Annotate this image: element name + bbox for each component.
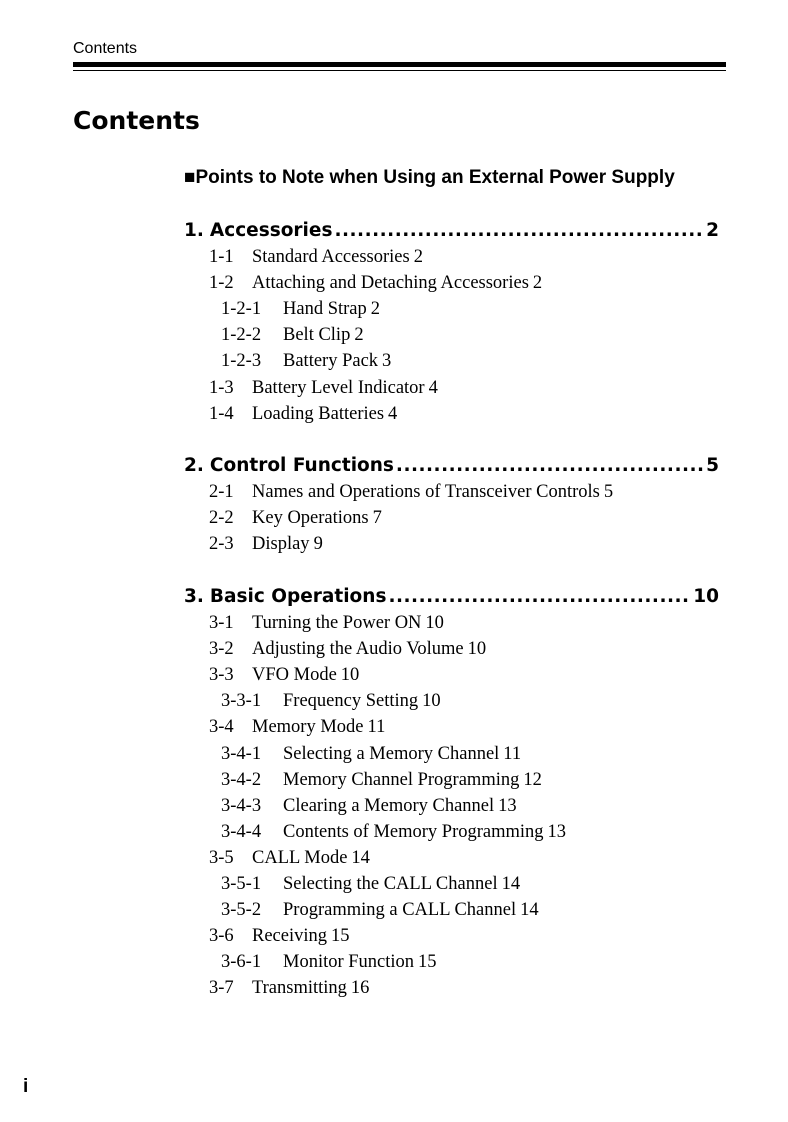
note-heading: ■Points to Note when Using an External Power Supply — [184, 167, 675, 188]
toc-entry-page: 9 — [313, 534, 323, 555]
toc-entry-number: 1-3 — [209, 377, 234, 398]
toc-section-number: 1. — [184, 220, 204, 241]
toc-entry-page: 5 — [603, 482, 614, 502]
toc-entry-number: 3-5-2 — [221, 900, 262, 921]
toc-entry-title: Frequency Setting — [283, 691, 419, 712]
toc-entry-title: Memory Mode — [252, 717, 364, 738]
toc-entry-number: 2-2 — [209, 508, 234, 529]
toc-entry-page: 14 — [351, 847, 370, 868]
running-header: Contents — [73, 40, 138, 57]
toc-entry-number: 1-2-3 — [221, 351, 262, 372]
toc-entry-number: 2-3 — [209, 534, 234, 555]
toc-entry-page: 10 — [425, 613, 444, 633]
toc-entry-page: 10 — [422, 691, 441, 712]
toc-entry-number: 3-4-1 — [221, 743, 262, 764]
toc-entry-number: 3-4-3 — [221, 795, 262, 816]
toc-entry-page: 4 — [388, 403, 398, 424]
toc-entry-page: 2 — [532, 273, 543, 294]
toc-entry-title: Battery Level Indicator — [252, 377, 425, 398]
toc-entry-page: 2 — [354, 325, 364, 346]
toc-entry-number: 1-4 — [209, 403, 234, 424]
toc-section-title: Basic Operations — [209, 586, 387, 607]
header-rule-thick — [73, 62, 726, 67]
toc-entry-title: Selecting the CALL Channel — [283, 874, 498, 894]
toc-entry-number: 3-4-2 — [221, 769, 262, 790]
toc-entry-page: 15 — [418, 952, 437, 973]
toc-entry-title: VFO Mode — [252, 665, 337, 686]
toc-leader — [388, 584, 691, 610]
toc-leader — [334, 218, 704, 244]
toc-entry-page: 11 — [503, 743, 522, 764]
toc-entry-title: Monitor Function — [283, 952, 415, 973]
toc-section-heading[interactable] — [184, 453, 719, 479]
toc-entry-title: Standard Accessories — [252, 247, 410, 267]
toc-entry-number: 3-3 — [209, 665, 234, 686]
toc-entry-number: 3-4-4 — [221, 821, 262, 842]
toc-section-heading[interactable] — [184, 218, 719, 244]
toc-entry-number: 3-1 — [209, 613, 234, 633]
toc-entry-page: 16 — [350, 978, 370, 999]
toc-section-number: 2. — [184, 455, 204, 476]
toc-entry-number: 3-7 — [209, 978, 234, 999]
toc-entry-page: 13 — [498, 795, 517, 816]
toc-section-title: Control Functions — [209, 455, 394, 476]
toc-entry-title: Receiving — [252, 926, 328, 947]
toc-entry-number: 1-1 — [209, 247, 234, 267]
toc-section-heading[interactable] — [184, 584, 719, 610]
toc-entry-page: 7 — [372, 508, 382, 529]
toc-entry-page: 14 — [501, 874, 521, 894]
toc-section-number: 3. — [184, 586, 204, 607]
toc-entry-page: 10 — [467, 639, 487, 660]
toc-entry-number: 3-6-1 — [221, 952, 262, 973]
toc-entry-title: Display — [252, 534, 310, 555]
toc-entry-title: Belt Clip — [283, 325, 351, 346]
toc-entry-number: 1-2-2 — [221, 325, 262, 346]
toc-entry-number: 3-5 — [209, 847, 234, 868]
toc-entry-page: 3 — [382, 351, 392, 372]
toc-entry-title: Turning the Power ON — [252, 613, 422, 633]
toc-entry-page: 12 — [523, 769, 542, 790]
toc-entry-title: Adjusting the Audio Volume — [252, 639, 464, 660]
toc-entry-number: 3-2 — [209, 639, 234, 660]
toc-entry-number: 3-5-1 — [221, 874, 262, 894]
toc-entry-number: 1-2-1 — [221, 299, 262, 320]
toc-entry-page: 15 — [331, 926, 350, 947]
toc-entry-title: Loading Batteries — [252, 403, 385, 424]
page-title: Contents — [73, 106, 200, 135]
toc-entry-page: 14 — [520, 900, 539, 921]
toc-entry-number: 1-2 — [209, 273, 234, 294]
toc-section-page: 2 — [706, 220, 719, 241]
toc-section-page: 10 — [693, 586, 719, 607]
toc-entry-title: Transmitting — [252, 978, 347, 999]
toc-entry-page: 2 — [370, 299, 380, 320]
toc-entry-title: Attaching and Detaching Accessories — [252, 273, 529, 294]
toc-entry-title: Programming a CALL Channel — [283, 900, 517, 921]
toc-entry-title: Memory Channel Programming — [283, 769, 520, 790]
toc-entry-number: 3-6 — [209, 926, 234, 947]
toc-entry-title: Hand Strap — [283, 299, 367, 320]
toc-entry-title: Names and Operations of Transceiver Controls — [252, 482, 600, 502]
toc-entry-title: Key Operations — [252, 508, 369, 529]
toc-entry-title: Battery Pack — [283, 351, 379, 372]
toc-entry-number: 3-4 — [209, 717, 234, 738]
toc-entry-page: 2 — [413, 247, 423, 267]
toc-section-title: Accessories — [209, 220, 333, 241]
toc-entry-title: Selecting a Memory Channel — [283, 743, 500, 764]
toc-entry-number: 2-1 — [209, 482, 234, 502]
toc-entry-page: 10 — [340, 665, 360, 686]
toc-entry-page: 11 — [367, 717, 386, 738]
toc-entry-title: CALL Mode — [252, 847, 348, 868]
page-number: i — [23, 1076, 29, 1097]
toc-entry-title: Clearing a Memory Channel — [283, 795, 495, 816]
toc-section-page: 5 — [706, 455, 719, 476]
toc-entry-number: 3-3-1 — [221, 691, 262, 712]
toc-entry-page: 13 — [547, 821, 567, 842]
toc-entry-page: 4 — [428, 377, 438, 398]
toc-entry-title: Contents of Memory Programming — [283, 821, 544, 842]
header-rule-thin — [73, 70, 726, 71]
toc-leader — [396, 453, 704, 479]
